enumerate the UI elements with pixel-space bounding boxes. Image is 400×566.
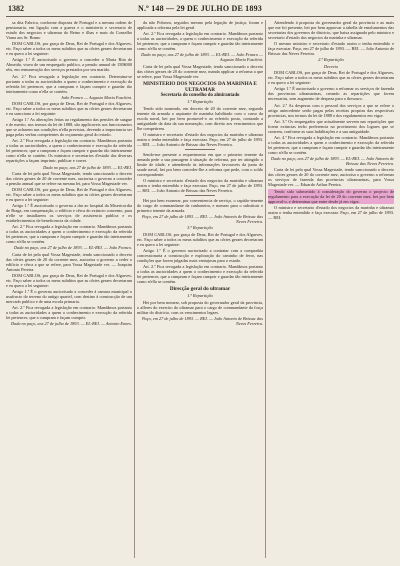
paragraph: DOM CARLOS, por graça de Deus, Rei de Portugal e dos Algarves, etc. Faço saber a todos os meus subditos que as côrtes geraes decretaram e eu quero a lei seguinte: [6, 186, 132, 202]
paragraph: Artigo 1.º É o governo auctorisado a contratar com a companhia concessionaria a construcção e exploração do caminho de ferro, nas condições que forem julgadas mais vantajosas para o estado. [137, 247, 263, 263]
paragraph: Art. 2.º Fica revogada a legislação em contrario. Mandâmos portanto a todas as auctoridades a quem o conhecimento e execução da referida lei pertencer, que a cumpram e façam cumprir e guardar tão inteiramente como n'ella se contém. [137, 264, 263, 285]
signature-line: Paço, em 27 de julho de 1893. — REI. — João Antonio de Brissac das Neves Ferreira. [141, 315, 263, 326]
paragraph: DOM CARLOS, por graça de Deus, Rei de Portugal e dos Algarves, etc. Faço saber a todos os meus subditos que as côrtes geraes decretaram e eu quero a lei seguinte: [6, 272, 132, 288]
paragraph: Tendo sido nomeado, em decreto de 20 do corrente mez, segundo tenente da armada o aspirante de marinha habilitado com o curso da escola naval, hei por bem promovel-o ao referido posto, contando a antiguidade da data da sua nomeação, com direito aos vencimentos que lhe competirem. [137, 105, 263, 131]
paragraph: Carta de lei pela qual Vossa Magestade, tendo sanccionado o decreto das côrtes geraes de 20 de corrente mez, auctorisa o governo a conceder a pensão annual que se refere na mesma lei, para Vossa Magestade ver. [6, 170, 132, 186]
paragraph: O ministro e secretario d'estado dos negocios da marinha e ultramar assim o tenha entendido e faça executar. Paço, em 27 de julho de 1893. — REI. — João Antonio de Brissac das Neves Ferreira. [137, 177, 263, 193]
paragraph: O ministro e secretario d'estado dos negocios da marinha e ultramar assim o tenha entendido e faça executar. Paço, em 27 de julho de 1893. — REI. — João Antonio de Brissac das Neves Ferreira. [137, 131, 263, 147]
section-heading: Direcção geral do ultramar [169, 286, 231, 293]
section-heading: MINISTERIO DOS NEGOCIOS DA MARINHA E ULTRAMAR [143, 80, 257, 93]
page-header [6, 4, 394, 17]
paragraph: DOM CARLOS, por graça de Deus, Rei de Portugal e dos Algarves, etc. Faço saber a todos os meus subditos que as côrtes geraes decretaram e eu sancciono a lei seguinte: [6, 100, 132, 116]
paragraph: Artigo 1.º É auctorisado o governo a reformar os serviços de fazenda das provincias ultramarinas, creando as repartições que forem necessarias, sem augmento de despeza para o thesouro. [268, 86, 394, 102]
department-heading: 1.ª Repartição [187, 293, 213, 299]
paragraph: Attendendo á proposta do governador geral da provincia e ao mais que me foi presente, hei por bem approvar a tabella de emolumentos das secretarias dos governos de districto, que baixa assignada pelo ministro e secretario d'estado dos negocios da marinha e ultramar. [268, 20, 394, 40]
signature-line: João Franco — Augusto Maria Fuschini. [60, 94, 132, 100]
signature-line: Paço, em 27 de julho de 1893. — REI. — João Antonio de Brissac das Neves Ferreira. [141, 214, 263, 225]
paragraph: Art. 2.º Fica revogada a legislação em contrario. Mandâmos portanto a todas as auctoridades a quem o conhecimento e execução da referida lei pertencer, que a cumpram e façam cumprir. [6, 305, 132, 321]
highlighted-paragraph: Tendo sido submettido á consideração do governo o projecto de regulamento para a execução da lei de 20 do corrente mez, hei por bem approval-o, e determinar que entre desde já em vigor. [268, 188, 394, 204]
paragraph: Carta de lei pela qual Vossa Magestade, tendo sanccionado o decreto das côrtes geraes de 20 do corrente mez, auctorisa o governo a ceder o edificio e cêrca a que se refere, para Vossa Magestade ver. — Joaquim Antonio Pereira. [6, 251, 132, 272]
issue-title: N.º 148 — 29 DE JULHO DE 1893 [137, 4, 262, 13]
paragraph: O ministro e secretario d'estado dos negocios da marinha e ultramar assim o tenha entendido e faça executar. Paço, em 27 de julho de 1893. — REI. [268, 204, 394, 220]
paragraph: Art. 2.º Fica revogada a legislação em contrario. Mandâmos portanto a todas as auctoridades, a quem o conhecimento e execução da referida lei pertencer, que a cumpram e façam cumprir e guardar tão inteiramente como n'ella se contém. [137, 31, 263, 52]
paragraph: Sendo-me presente o requerimento em que o primeiro tenente da armada pede a sua passagem á situação de reforma, por ter attingido o limite de idade, e attendendo ás informações favoraveis da junta de saude naval, hei por bem conceder-lhe a reforma que pede, com o soldo correspondente. [137, 151, 263, 177]
paragraph: Art. 4.º Fica revogada a legislação em contrario. Mandâmos portanto a todas as auctoridades a quem o conhecimento e execução da referida lei pertencer, que a cumpram e façam cumprir e guardar tão inteiramente como n'ella se contém. [268, 134, 394, 155]
section-separator [185, 195, 215, 196]
paragraph: Artigo 1.º É o governo auctorisado a conceder á camara municipal o usufructo do terreno do antigo quartel, com destino á construcção de um mercado publico e de uma escola primaria. [6, 289, 132, 304]
section-separator [185, 149, 215, 150]
text-column-3 [268, 20, 394, 560]
subsection-heading: Secretaria do conselho do almirantado [160, 92, 240, 98]
paragraph: Art. 3.º Os empregados que actualmente servem nas repartições que forem extinctas terão preferencia no provimento dos logares que se crearem, conforme as suas habilitações e a sua antiguidade. [268, 118, 394, 134]
paragraph: Artigo 1.º É auctorisado o governo a dar ao hospital da Misericordia de Braga, em compensação, o edificio e cêrca do extincto convento, para n'elle se installarem os serviços de assistencia publica e os estabelecimentos de beneficencia da cidade. [6, 203, 132, 224]
paragraph: DOM CARLOS, por graça de Deus, Rei de Portugal e dos Algarves, etc. Faço saber a todos os meus subditos que as côrtes geraes decretaram e eu quero a lei seguinte: [6, 41, 132, 57]
paragraph: DOM CARLOS, por graça de Deus, Rei de Portugal e dos Algarves, etc. Faço saber a todos os meus subditos que as côrtes geraes decretaram e eu quero a lei seguinte: [137, 231, 263, 247]
column-rule [134, 20, 135, 558]
paragraph: Artigo 1.º As alterações feitas ao regulamento das pensões de sangue e de merito, nos termos da lei de 1888, são applicaveis aos funccionarios que se acharem nas condições n'ella previstas, devendo a importancia ser paga pelas verbas competentes do orçamento geral do estado. [6, 117, 132, 138]
signature-line: Dada no paço, aos 27 de julho de 1893. — EL-REI. — Antonio Ennes. [10, 321, 132, 327]
signature-line: Dada no paço, aos 27 de julho de 1893. — EL-REI. [43, 164, 132, 170]
paragraph: DOM CARLOS, por graça de Deus, Rei de Portugal e dos Algarves, etc. Faço saber a todos os meus subditos que as côrtes geraes decretaram e eu quero a lei seguinte: [268, 70, 394, 86]
signature-line: Dada no paço, aos 27 de julho de 1893. — EL-REI. — João Antonio de Brissac das Neves Ferreira. [271, 156, 394, 167]
column-rule [265, 20, 266, 558]
paragraph: Artigo 1.º É auctorisado o governo a conceder a Maria Rita de Almeida, viuva de um empregado publico, a pensão annual de 150$000 réis, em remuneração dos serviços prestados por seu marido. [6, 57, 132, 73]
paragraph: Hei por bem nomear, sob proposta do governador geral da provincia, o alferes do exercito do ultramar para o cargo de commandante da força militar do districto, com os vencimentos legaes. [137, 299, 263, 315]
paragraph: Carta de lei pela qual Vossa Magestade, tendo sanccionado o decreto das côrtes geraes de 20 do corrente mez, auctorisa o governo a reformar os serviços de fazenda das provincias ultramarinas, para Vossa Magestade ver. — Eduardo Arthur Pereira. [268, 167, 394, 188]
page-number: 1382 [8, 4, 24, 13]
paragraph: Carta de lei pela qual Vossa Magestade, tendo sanccionado o decreto das côrtes geraes de 20 do corrente mez, manda applicar a reforma a que se refere, para Vossa Magestade ver. [137, 63, 263, 79]
paragraph: Art. 2.º Fica revogada a legislação em contrario. Determina-se portanto a todas as auctoridades a quem o conhecimento e execução da referida lei pertencer, que a cumpram e façam cumprir e guardar tão inteiramente como n'ella se contém. [6, 73, 132, 94]
department-heading: 2.ª Repartição [318, 57, 344, 63]
text-column-2 [137, 20, 263, 560]
text-column-1 [6, 20, 132, 560]
signature-line: Dada no paço, aos 27 de julho de 1893. — EL-REI. — João Franco — Augusto Maria Fuschini. [141, 52, 263, 63]
department-heading: 1.ª Repartição [187, 99, 213, 105]
paragraph: Hei por bem exonerar, por conveniencia de serviço, o capitão-tenente do cargo de commandante da canhoneira, e nomear para o substituir o primeiro tenente da armada. [137, 197, 263, 213]
department-heading: Decreto [323, 63, 339, 69]
paragraph: sa dita Fabrica, conforme disposta de Portugal e a mesma ordem de pensionaria, em ligação com a guerra e o ministerio e secretario de estado dos negocios e ultramar do Reino e ilhas e mais do Conselho Viana aos Sr. Bruno [6, 20, 132, 40]
paragraph: Art. 2.º Fica revogada a legislação em contrario. Mandâmos portanto a todas as auctoridades a quem o conhecimento e execução da referida lei pertencer, que a cumpram e façam cumprir e guardar tão inteiramente como n'ella se contém. [6, 224, 132, 245]
paragraph: Art. 2.º Fica revogada a legislação em contrario. Mandâmos portanto a todas as auctoridades, a quem o conhecimento e execução da referida lei pertencer, que a cumpram e façam cumprir e guardar tão inteiramente como n'ella se contém. Os ministros e secretarios d'estado das diversas repartições a façam imprimir, publicar e correr. [6, 138, 132, 164]
paragraph: da não Pobreza, seguidos mesmo pela legação de justiça, foram e applicada a reforma pela lei geral. [137, 20, 263, 30]
paragraph: O mesmo ministro e secretario d'estado assim o tenha entendido e faça executar. Paço, em 27 de julho de 1893. — REI. — João Antonio de Brissac das Neves Ferreira. [268, 41, 394, 57]
department-heading: 3.ª Repartição [187, 225, 213, 231]
signature-line: Dada no paço, aos 27 de julho de 1893. — EL-REI. — João Franco. [13, 245, 132, 251]
paragraph: Art. 2.º As despezas com o pessoal dos serviços a que se refere o artigo antecedente serão pagas pelas receitas proprias das respectivas provincias, nos termos da lei de 1888 e dos regulamentos em vigor. [268, 102, 394, 118]
